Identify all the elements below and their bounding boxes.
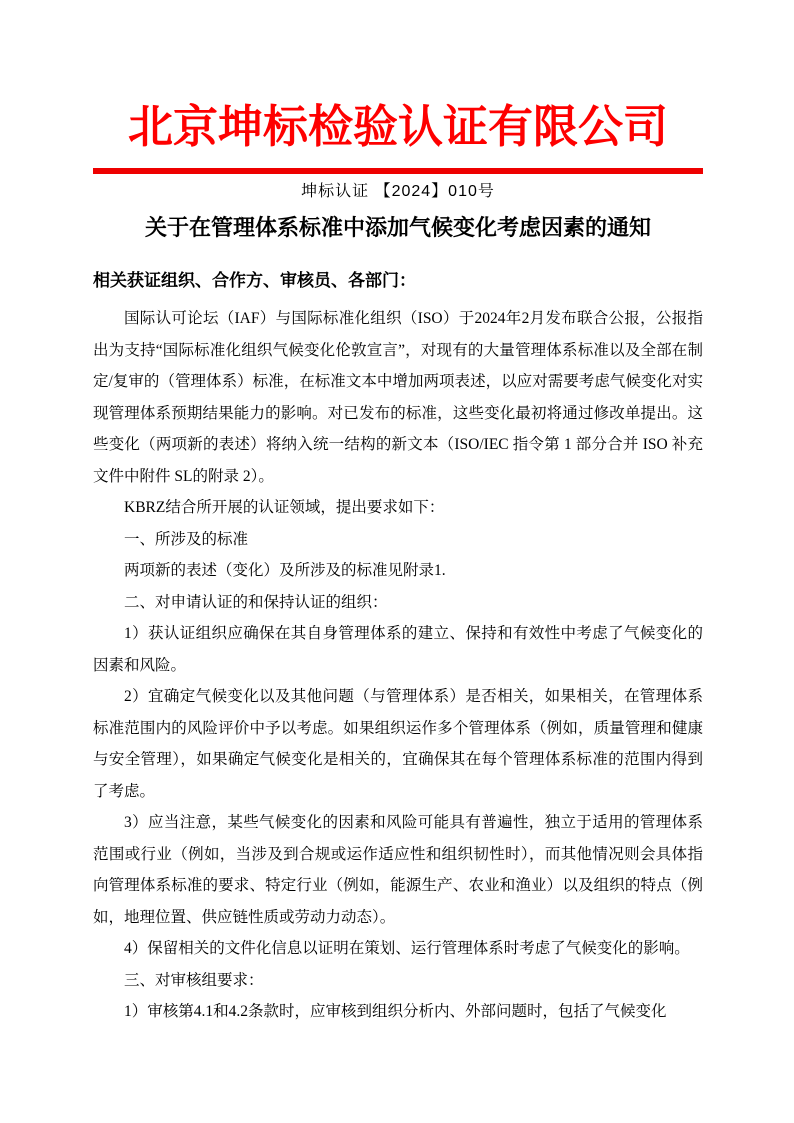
section-1-heading: 一、所涉及的标准 [124, 530, 249, 548]
section-2-item-2: 2）宜确定气候变化以及其他问题（与管理体系）是否相关，如果相关，在管理体系标准范围内的风险评价中予以考虑。如果组织运作多个管理体系（例如，质量管理和健康与安全管理），如果确定气候变化是相关的，宜确保其在每个管理体系标准的范围内得到了考虑。 [93, 688, 703, 800]
paragraphs-container [93, 303, 703, 1028]
section-2-heading: 二、对申请认证的和保持认证的组织： [124, 593, 388, 611]
page-content [0, 100, 794, 1028]
paragraph-intro: 国际认可论坛（IAF）与国际标准化组织（ISO）于2024年2月发布联合公报，公报指出为支持“国际标准化组织气候变化伦敦宣言”，对现有的大量管理体系标准以及全部在制定/复审的（管理体系）标准，在标准文本中增加两项表述，以应对需要考虑气候变化对实现管理体系预期结果能力的影响。对已发布的标准，这些变化最初将通过修改单提出。这些变化（两项新的表述）将纳入统一结构的新文本（ISO/IEC 指令第 1 部分合并 ISO 补充文件中附件 SL的附录 2）。 [93, 310, 703, 485]
section-3-heading: 三、对审核组要求： [124, 971, 264, 989]
doc-number: 坤标认证 【2024】010号 [301, 183, 495, 200]
section-2-item-3: 3）应当注意，某些气候变化的因素和风险可能具有普遍性，独立于适用的管理体系范围或行业（例如，当涉及到合规或运作适应性和组织韧性时），而其他情况则会具体指向管理体系标准的要求、特定行业（例如，能源生产、农业和渔业）以及组织的特点（例如，地理位置、供应链性质或劳动力动态）。 [93, 814, 703, 926]
company-name: 北京坤标检验认证有限公司 [127, 102, 668, 152]
section-2-item-4: 4）保留相关的文件化信息以证明在策划、运行管理体系时考虑了气候变化的影响。 [124, 940, 690, 957]
section-1-body: 两项新的表述（变化）及所涉及的标准见附录1. [124, 562, 446, 579]
salutation: 相关获证组织、合作方、审核员、各部门： [93, 271, 416, 290]
section-3-item-1: 1）审核第4.1和4.2条款时，应审核到组织分析内、外部问题时，包括了气候变化 [124, 1003, 667, 1020]
paragraph-kbrz: KBRZ结合所开展的认证领域，提出要求如下： [124, 499, 445, 516]
doc-body [93, 267, 703, 1028]
section-2-item-1: 1）获认证组织应确保在其自身管理体系的建立、保持和有效性中考虑了气候变化的因素和风险。 [93, 625, 703, 674]
letterhead [93, 100, 703, 243]
doc-title: 关于在管理体系标准中添加气候变化考虑因素的通知 [144, 215, 651, 240]
letterhead-rule [93, 168, 703, 174]
